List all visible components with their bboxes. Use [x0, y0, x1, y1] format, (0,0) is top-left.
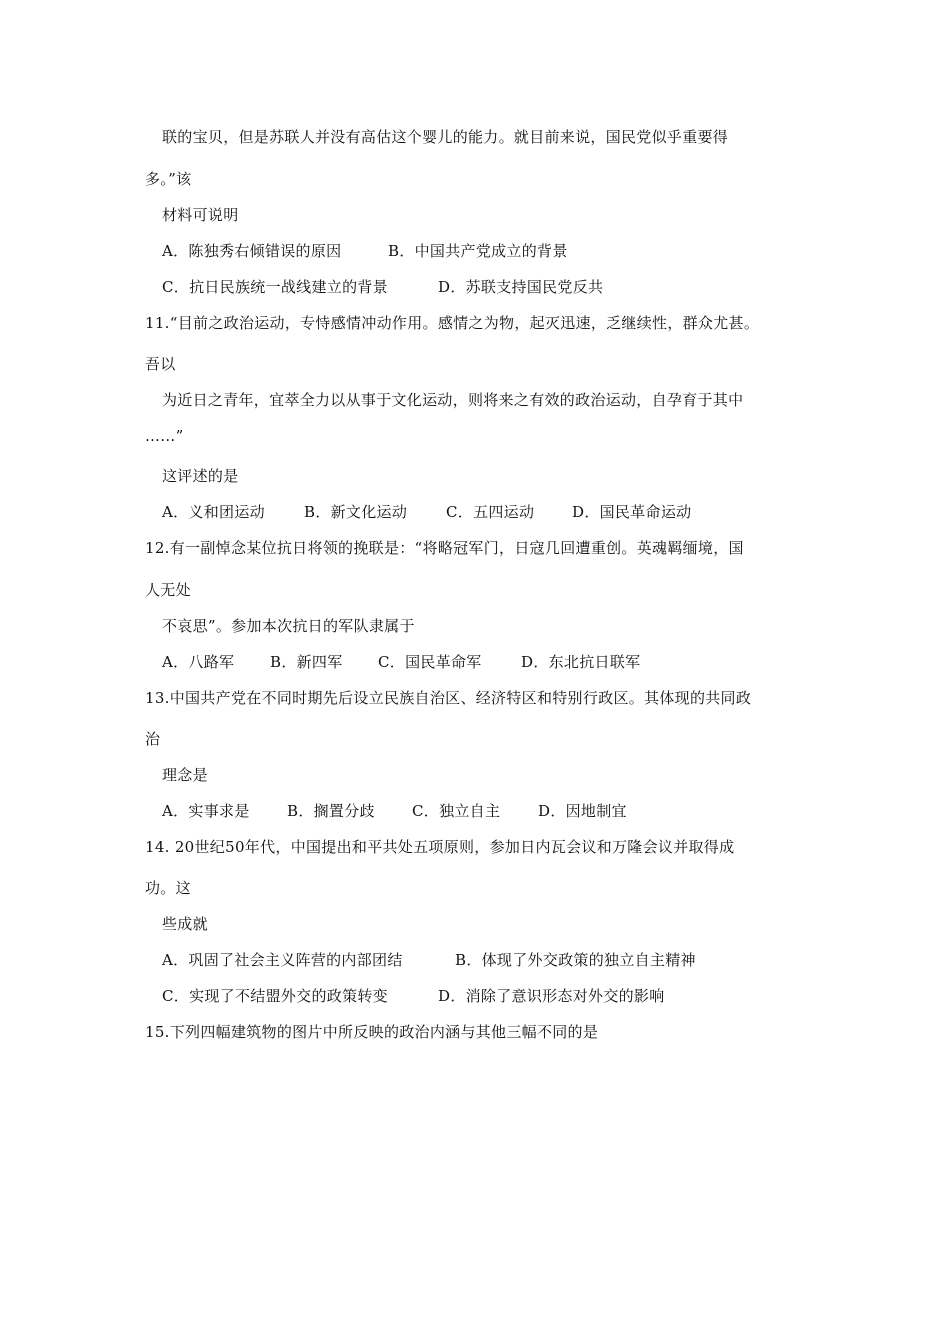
q10-option-c[interactable]: C．抗日民族统一战线建立的背景	[162, 278, 388, 296]
q11-option-b[interactable]: B．新文化运动	[304, 503, 408, 521]
q13-option-b[interactable]: B．搁置分歧	[287, 802, 375, 820]
q10-option-b[interactable]: B．中国共产党成立的背景	[388, 242, 568, 260]
q12-options-row	[162, 652, 640, 672]
q11-text-line-5: 这评述的是	[162, 467, 239, 485]
q14-option-c[interactable]: C．实现了不结盟外交的政策转变	[162, 987, 388, 1005]
q10-option-a[interactable]: A．陈独秀右倾错误的原因	[162, 242, 342, 260]
q12-option-a[interactable]: A．八路军	[162, 653, 235, 671]
q13-text-line-1: 13.中国共产党在不同时期先后设立民族自治区、经济特区和特别行政区。其体现的共同政	[145, 689, 752, 707]
q11-text-line-4: ……”	[145, 427, 184, 445]
q11-text-line-1: 11.“目前之政治运动，专恃感情冲动作用。感情之为物，起灭迅速，乏继续性，群众尤甚。	[145, 314, 760, 332]
q13-option-d[interactable]: D．因地制宜	[538, 802, 627, 820]
q14-option-b[interactable]: B．体现了外交政策的独立自主精神	[455, 951, 696, 969]
q11-text-line-2: 吾以	[145, 355, 176, 373]
q13-option-c[interactable]: C．独立自主	[412, 802, 501, 820]
q13-option-a[interactable]: A．实事求是	[162, 802, 250, 820]
q10-text-line-2: 多。”该	[145, 170, 192, 188]
q13-text-line-3: 理念是	[162, 766, 208, 784]
q11-option-a[interactable]: A．义和团运动	[162, 503, 265, 521]
q12-text-line-3: 不哀思”。参加本次抗日的军队隶属于	[162, 617, 415, 635]
q10-text-line-3: 材料可说明	[162, 206, 239, 224]
q12-option-d[interactable]: D．东北抗日联军	[521, 653, 641, 671]
q11-option-d[interactable]: D．国民革命运动	[572, 503, 692, 521]
q14-option-a[interactable]: A．巩固了社会主义阵营的内部团结	[162, 951, 403, 969]
q14-text-line-2: 功。这	[145, 879, 191, 897]
q12-text-line-1: 12.有一副悼念某位抗日将领的挽联是：“将略冠军门，日寇几回遭重创。英魂羁缅境，国	[145, 539, 744, 557]
q12-option-c[interactable]: C．国民革命军	[378, 653, 482, 671]
q11-text-line-3: 为近日之青年，宜萃全力以从事于文化运动，则将来之有效的政治运动，自孕育于其中	[162, 391, 744, 409]
q10-text-line-1: 联的宝贝，但是苏联人并没有高估这个婴儿的能力。就目前来说，国民党似乎重要得	[162, 128, 729, 146]
q14-options-row-1	[162, 950, 696, 970]
q10-options-row-1	[162, 241, 568, 261]
q13-text-line-2: 治	[145, 730, 161, 748]
q13-options-row	[162, 801, 627, 821]
q12-text-line-2: 人无处	[145, 581, 191, 599]
q14-text-line-3: 些成就	[162, 915, 208, 933]
q15-text-line-1: 15.下列四幅建筑物的图片中所反映的政治内涵与其他三幅不同的是	[145, 1023, 599, 1041]
q14-text-line-1: 14. 20世纪50年代，中国提出和平共处五项原则，参加日内瓦会议和万隆会议并取得成	[145, 838, 735, 856]
q12-option-b[interactable]: B．新四军	[270, 653, 343, 671]
q11-option-c[interactable]: C．五四运动	[446, 503, 535, 521]
q14-option-d[interactable]: D．消除了意识形态对外交的影响	[438, 987, 665, 1005]
q10-options-row-2	[162, 277, 603, 297]
q11-options-row	[162, 502, 691, 522]
q14-options-row-2	[162, 986, 665, 1006]
q10-option-d[interactable]: D．苏联支持国民党反共	[438, 278, 604, 296]
